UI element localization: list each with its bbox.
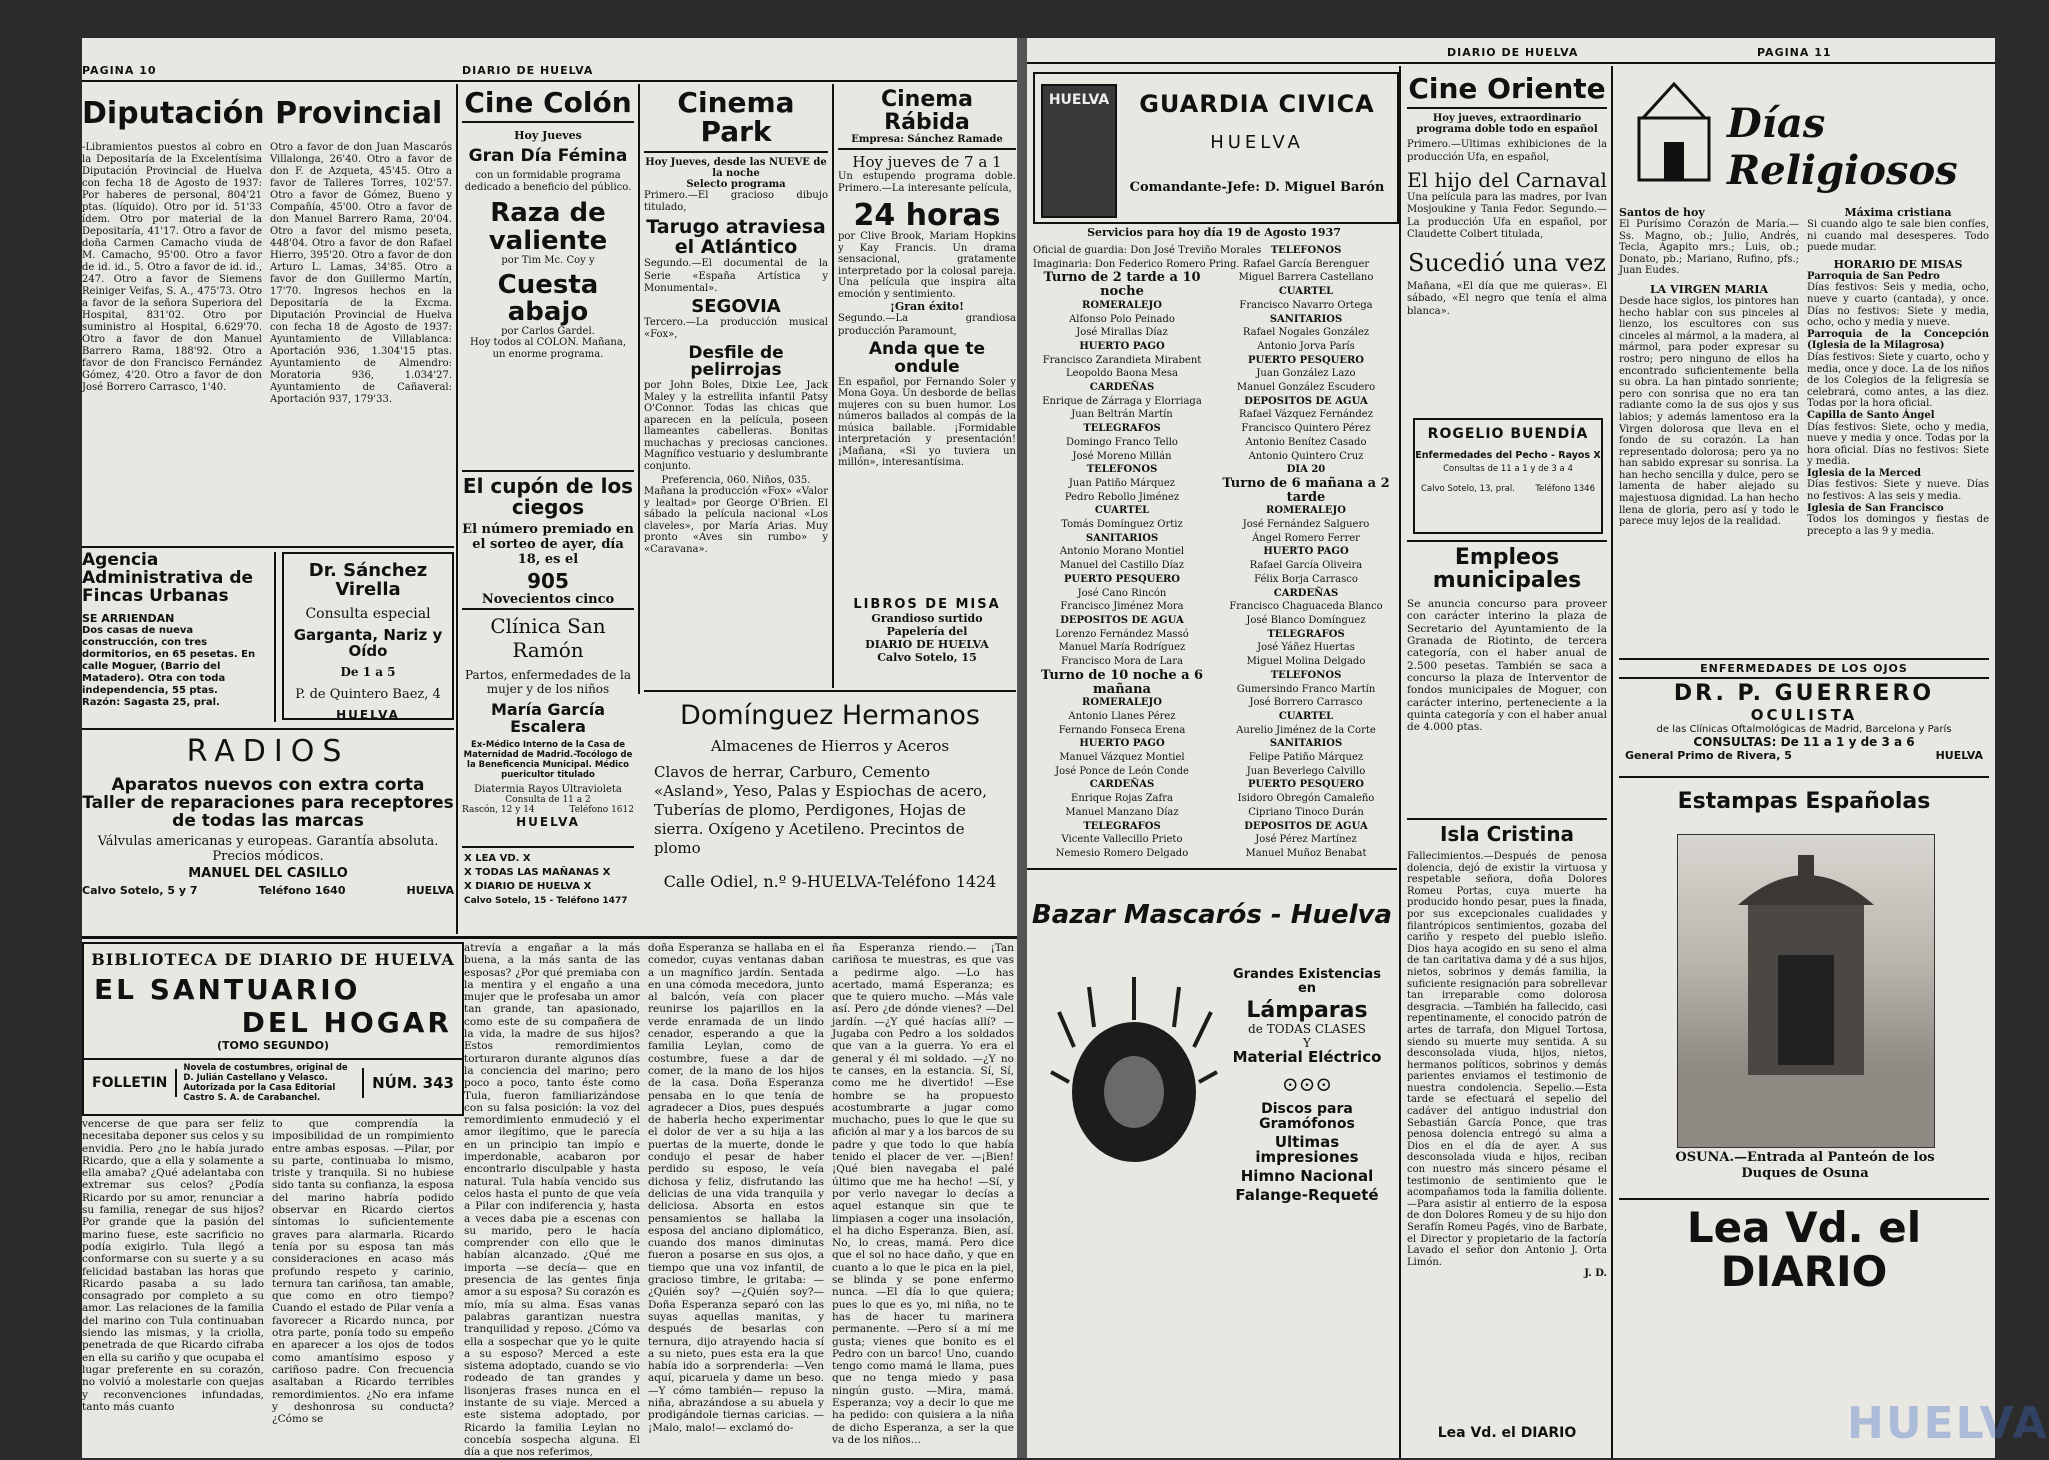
address: P. de Quintero Baez, 4 bbox=[295, 687, 441, 703]
servicio-col1-line: Manuel del Castillo Díaz bbox=[1059, 560, 1185, 572]
bazar-l1: Grandes Existencias en bbox=[1233, 967, 1381, 996]
oriente-p2: Una película para las madres, por Ivan Mosjoukine y Tania Fedor. Segundo.—La producción Ufa en español, por Claudette Colbert titulada, bbox=[1407, 191, 1607, 240]
cupon-number: 905 bbox=[527, 569, 569, 593]
servicio-col2-line: DIA 20 bbox=[1286, 464, 1326, 476]
servicio-col2-line: Antonio Jorva París bbox=[1257, 340, 1355, 352]
page-number: PAGINA 10 bbox=[82, 64, 157, 77]
specialty: Garganta, Nariz y Oído bbox=[293, 625, 443, 660]
servicio-col2-line: Ángel Romero Ferrer bbox=[1252, 532, 1360, 544]
bazar-list bbox=[1222, 968, 1392, 1204]
diputacion-col1: -Libramientos puestos al cobro en la Depositaría de la Excelentísima Diputación Provincial de Huelva con fecha 18 de Agosto de 1937: Por haberes de personal, 804'21 ptas. (líquido). Otro por id. 51'33 ídem. Otro por material de la Depositaría, 41'17. Otro a favor de doña Carmen Camacho viuda de M. Camacho, 95'00. Otro a favor de id. id., 5. Otro a favor de id. id., 247. Otro a favor de Siemens Reiniger Veifas, S. A., 475'73. Otro a favor de la señora Superiora del Hospital, 831'02. Otro por suministro al Hospital, 6.629'70. Otro a favor de don Manuel Barrero Rama, 188'92. Otro a favor de don Francisco Fernández Gómez, 4'20. Otro a favor de don José Borrero Carrasco, 1'40. bbox=[82, 142, 262, 393]
page-gutter bbox=[1017, 38, 1027, 1458]
bazar-l6: Discos para Gramófonos bbox=[1259, 1101, 1355, 1132]
servicio-col2-line: ROMERALEJO bbox=[1266, 505, 1346, 517]
servicio-col1-line: Antonio Morano Montiel bbox=[1059, 546, 1185, 558]
lea-footer: Calvo Sotelo, 15 - Teléfono 1477 bbox=[464, 896, 628, 906]
misa-line: Parroquia de San Pedro bbox=[1807, 270, 1940, 282]
misa-line: Días festivos: Siete y nueve. Días no festivos: A las seis y media. bbox=[1807, 479, 1989, 503]
agencia-body: Dos casas de nueva construcción, con tres dormitorios, en 65 pesetas. En calle Moguer, (Barrio del Matadero). Otra con toda independencia, 55 ptas. bbox=[82, 624, 256, 696]
dominguez-title: Domínguez Hermanos bbox=[680, 700, 980, 731]
servicio-col2-line: José Yáñez Huertas bbox=[1257, 642, 1355, 654]
osuna-panteon-photo bbox=[1677, 834, 1935, 1148]
clinica-desc: Ex-Médico Interno de la Casa de Maternidad de Madrid.-Tocólogo de la Beneficencia Municipal. Médico puericultor titulado bbox=[463, 739, 633, 780]
servicio-col2-line: SANITARIOS bbox=[1269, 313, 1343, 325]
guerrero-from: de las Clínicas Oftalmológicas de Madrid, Barcelona y París bbox=[1656, 724, 1952, 735]
cine-colon-title: Cine Colón bbox=[464, 86, 632, 119]
rabida-company: Empresa: Sánchez Ramade bbox=[851, 134, 1003, 146]
folletin-col1: vencerse de que para ser feliz necesitaba deponer sus celos y su envidia. Pero ¿no le había jurado Ricardo, que a ella y solamente a ella amaba? ¿Qué adelantaba con extremar sus celos? ¿Podía Ricardo por su amor, renunciar a su familia, renegar de sus hijos? Por grande que la pasión del marino fuese, este sacrificio no podía exigirlo. Tula llegó a conformarse con su suerte y a su felicidad bastaban las horas que Ricardo pasaba a su lado consagrado por completo a su amor. Las relaciones de la familia del marino con Tula continuaban siendo las mismas, y la criolla, penetrada de que Ricardo cifraba en ella su cariño y que ocupaba el lugar preferente en su corazón, no volvió a molestarle con quejas y reconvenciones infundadas, tanto más cuanto bbox=[82, 1118, 264, 1413]
servicio-col1-line: CARDEÑAS bbox=[1089, 779, 1155, 791]
city: HUELVA bbox=[336, 708, 400, 723]
maxima-heading: Máxima cristiana bbox=[1844, 206, 1952, 219]
servicio-col1-line: Leopoldo Baona Mesa bbox=[1066, 368, 1178, 380]
page-11 bbox=[1027, 38, 2049, 1458]
photo-caption: OSUNA.—Entrada al Panteón de los Duques de Osuna bbox=[1675, 1150, 1935, 1181]
servicio-col2-line: José Blanco Domínguez bbox=[1246, 614, 1366, 626]
guardia-title: GUARDIA CIVICA bbox=[1139, 90, 1375, 118]
libros-line1: Grandioso surtido bbox=[871, 611, 983, 625]
estampas-title: Estampas Españolas bbox=[1677, 789, 1931, 814]
cupon-ciegos bbox=[462, 476, 634, 606]
servicio-col2-line: Juan Beverlego Calvillo bbox=[1246, 765, 1366, 777]
misa-line: Todos los domingos y fiestas de precepto a las 9 y media. bbox=[1807, 514, 1989, 537]
servicio-col2-line: SANITARIOS bbox=[1269, 738, 1343, 750]
servicio-col1-line: ROMERALEJO bbox=[1082, 697, 1162, 709]
guardia-chief: Comandante-Jefe: D. Miguel Barón bbox=[1129, 180, 1385, 195]
buendia-spec: Enfermedades del Pecho - Rayos X bbox=[1415, 450, 1601, 461]
libros-line4: Calvo Sotelo, 15 bbox=[877, 650, 977, 664]
lamp-illustration bbox=[1049, 972, 1219, 1182]
servicio-col1-line: Pedro Rebollo Jiménez bbox=[1064, 491, 1180, 503]
guerrero-oculista-ad bbox=[1619, 662, 1989, 772]
servicio-col1-line: Turno de 10 noche a 6 mañana bbox=[1040, 667, 1204, 697]
misas-list bbox=[1807, 271, 1989, 538]
servicio-col1-line: Lorenzo Fernández Massó bbox=[1055, 628, 1189, 640]
libros-de-misa-ad bbox=[838, 598, 1016, 688]
dominguez-hermanos-ad bbox=[644, 696, 1016, 932]
servicio-col2-line: TELEGRAFOS bbox=[1267, 628, 1345, 640]
servicio-col1-line: CARDEÑAS bbox=[1089, 382, 1155, 394]
radios-line3: de todas las marcas bbox=[172, 810, 364, 831]
dias-title: Días Religiosos bbox=[1727, 100, 1958, 194]
misas-heading: HORARIO DE MISAS bbox=[1833, 257, 1963, 271]
dominguez-body: Clavos de herrar, Carburo, Cemento «Asland», Yeso, Palas y Espiochas de acero, Tuberías de plomo, Perdigones, Hojas de sierra. Oxígeno y Acetileno. Precintos de plomo bbox=[654, 763, 987, 857]
servicio-col2-line: José Borrero Carrasco bbox=[1249, 697, 1363, 709]
novel-title-1: EL SANTUARIO bbox=[94, 973, 361, 1006]
servicio-col1-line: Juan Beltrán Martín bbox=[1071, 409, 1173, 421]
maxima-body: Si cuando algo te sale bien confíes, ni cuando mal desesperes. Todo puede mudar. bbox=[1807, 219, 1989, 254]
novel-desc: Novela de costumbres, original de D. Julián Castellano y Velasco. Autorizada por la Casa Editorial Castro S. A. de Carabanchel. bbox=[183, 1063, 348, 1103]
diputacion-title: Diputación Provincial bbox=[82, 96, 443, 131]
clinica-city: HUELVA bbox=[516, 814, 580, 829]
servicio-col2-line: CARDEÑAS bbox=[1273, 587, 1339, 599]
misas-column bbox=[1807, 206, 1989, 656]
servicio-col2-line: TELEFONOS bbox=[1270, 669, 1342, 681]
isla-title: Isla Cristina bbox=[1439, 822, 1575, 846]
cine-colon-headline: Gran Día Fémina bbox=[468, 146, 628, 167]
servicio-col2-line: Francisco Navarro Ortega bbox=[1239, 299, 1373, 311]
clinica-services: Diatermia Rayos Ultravioleta bbox=[474, 783, 622, 795]
servicio-col1-line: Manuel Vázquez Montiel bbox=[1059, 752, 1185, 764]
lea-diario-small: Lea Vd. el DIARIO bbox=[1437, 1425, 1577, 1441]
oriente-p1: Primero.—Ultimas exhibiciones de la producción Ufa, en español, bbox=[1407, 139, 1607, 163]
libros-title: LIBROS DE MISA bbox=[853, 597, 1001, 612]
diputacion-col2: Otro a favor de don Juan Mascarós Villalonga, 26'40. Otro a favor de don F. de Azqueta, 45'45. Otro a favor de Talleres Torres, 102'57. Otro a favor de Gómez, Bueno y Compañía, 45'00. Otro a favor de don Manuel Barrero Rama, 20'04. Otro a favor del mismo peseta, 448'04. Otro a favor de don Rafael Hierro, 395'20. Otro a favor de don Arturo L. Lamas, 34'85. Otro a favor de don Guillermo Martín, 17'70. Ingresos hechos en la Depositaría de la Excma. Diputación Provincial de Huelva con fecha 18 de Agosto de 1937: Ayuntamiento de Villablanca: Aportación 936, 1.304'15 ptas. Ayuntamiento de Almendro: Moratoria 936, 1.034'27. Ayuntamiento de Cañaveral: Aportación 937, 179'33. bbox=[270, 142, 452, 405]
misa-line: Días festivos: Siete, ocho y media, nueve y media y once. Todas por la hora oficial. Días no festivos: Siete y media. bbox=[1807, 421, 1989, 468]
cine-colon-today: Hoy Jueves bbox=[514, 129, 582, 143]
church-icon bbox=[1629, 78, 1719, 188]
servicio-col1-line: Enrique de Zárraga y Elorriaga bbox=[1042, 395, 1202, 407]
clinica-line1: Partos, enfermedades de la mujer y de los niños bbox=[464, 668, 632, 696]
archive-watermark: HUELVA bbox=[1847, 1398, 2049, 1449]
servicio-col2-line: PUERTO PESQUERO bbox=[1247, 354, 1365, 366]
servicio-col2-line: Miguel Molina Delgado bbox=[1246, 656, 1366, 668]
misa-line: Parroquia de la Concepción (Iglesia de la Milagrosa) bbox=[1807, 328, 1989, 352]
page-10 bbox=[82, 38, 1017, 1458]
servicio-col2-line: Francisco Chaguaceda Blanco bbox=[1229, 601, 1383, 613]
servicio-col2-line: HUERTO PAGO bbox=[1263, 546, 1349, 558]
sanchez-virella-ad bbox=[282, 552, 454, 723]
servicio-col1-line: HUERTO PAGO bbox=[1079, 340, 1165, 352]
clinica-doctor: María García Escalera bbox=[490, 700, 606, 736]
clinica-san-ramon bbox=[462, 614, 634, 844]
film-anda-que-te-ondule: Anda que te ondule bbox=[868, 338, 986, 377]
servicio-col2-line: Manuel González Escudero bbox=[1236, 382, 1376, 394]
park-p3: Tercero.—La producción musical «Fox», bbox=[644, 317, 828, 341]
bazar-title: Bazar Mascarós - Huelva bbox=[1031, 900, 1393, 930]
servicio-col1-line: Francisco Jiménez Mora bbox=[1060, 601, 1184, 613]
servicio-col2-line: DEPOSITOS DE AGUA bbox=[1244, 395, 1368, 407]
santos-body: El Purísimo Corazón de María.—Ss. Magno, ob.; Julio, Andrés, Tecla, Agapito mrs.; Luis, ob.; Donato, pb.; Mariano, Rufino, pfs.; Juan Eudes. bbox=[1619, 219, 1799, 277]
servicio-col1-line: Tomás Domínguez Ortiz bbox=[1061, 519, 1183, 531]
servicio-col2-line: Aurelio Jiménez de la Corte bbox=[1236, 724, 1376, 736]
servicio-col1-line: Enrique Rojas Zafra bbox=[1071, 793, 1173, 805]
cinema-rabida-ad bbox=[838, 88, 1016, 608]
radios-line5: Precios módicos. bbox=[212, 848, 324, 864]
oriente-p3: Mañana, «El día que me quieras». El sábado, «El negro que tenía el alma blanca». bbox=[1407, 281, 1607, 317]
cine-colon-desc: con un formidable programa dedicado a beneficio del público. bbox=[464, 170, 632, 194]
buendia-name: ROGELIO BUENDÍA bbox=[1427, 426, 1589, 442]
servicio-col1-line: Manuel María Rodríguez bbox=[1058, 642, 1186, 654]
folletin-label: FOLLETIN bbox=[84, 1069, 177, 1097]
page-number: PAGINA 11 bbox=[1757, 46, 1832, 59]
servicio-col2-line: TELEFONOS bbox=[1270, 245, 1342, 256]
doctor-name: Dr. Sánchez Virella bbox=[308, 560, 428, 600]
film-segovia: SEGOVIA bbox=[691, 296, 781, 318]
cupon-body: El número premiado en el sorteo de ayer, día 18, es el bbox=[462, 522, 634, 567]
radios-title: RADIOS bbox=[186, 734, 350, 769]
folletin-col2: to que comprendía la imposibilidad de un rompimiento entre ambas esposas. —Pilar, por su parte, continuaba lo mismo, triste y tranquila. Si no hubiese sido tanta su confianza, la esposa del marino habría podido observar en Ricardo ciertos síntomas lo suficientemente graves para alarmarla. Ricardo tenía por su esposa tan más consideraciones en acaso más profundo respeto y carinio, ternura tan cariñosa, tan amable, que como en otro tiempo? Cuando el estado de Pilar venía a favorecer a Ricardo nunca, por otra parte, ponía todo su empeño en aparecer a los ojos de todos como amantísimo esposo y cariñoso padre. Con frecuencia asaltaban a Ricardo terribles remordimientos. ¿No era infame y deshonrosa su conducta? ¿Cómo se bbox=[272, 1118, 454, 1426]
servicio-col1-line: TELEGRAFOS bbox=[1083, 423, 1161, 435]
servicio-col2-line: Rafael García Berenguer bbox=[1242, 258, 1370, 270]
servicio-col2-line: Antonio Quintero Cruz bbox=[1248, 450, 1364, 462]
rabida-today: Hoy jueves de 7 a 1 bbox=[852, 153, 1002, 172]
misa-line: Días festivos: Seis y media, ocho, nueve y cuarto (cantada), y once. Días no festivos: Siete y media, ocho, ocho y media y nueve. bbox=[1807, 282, 1989, 329]
misa-line: Días festivos: Siete y cuarto, ocho y media, once y doce. La de los niños de los Colegios de la feligresía se celebrará, como antes, a las diez. Todas por la hora oficial. bbox=[1807, 351, 1989, 410]
rogelio-buendia-ad bbox=[1413, 418, 1603, 534]
servicio-col2-line: José Fernández Salguero bbox=[1242, 519, 1370, 531]
servicio-col2-line: Félix Borja Carrasco bbox=[1254, 573, 1358, 585]
radios-city: HUELVA bbox=[406, 883, 454, 897]
masthead: DIARIO DE HUELVA bbox=[1447, 46, 1579, 59]
empleos-municipales bbox=[1407, 546, 1607, 816]
cinema-rabida-title: Cinema Rábida bbox=[880, 87, 974, 136]
cupon-title: El cupón de los ciegos bbox=[462, 474, 634, 519]
servicio-col1-line: DEPOSITOS DE AGUA bbox=[1060, 614, 1184, 626]
servicios-col1 bbox=[1033, 244, 1262, 864]
biblioteca-line: BIBLIOTECA DE DIARIO DE HUELVA bbox=[91, 950, 455, 969]
servicio-col1-line: José Cano Rincón bbox=[1077, 587, 1167, 599]
servicio-col1-line: HUERTO PAGO bbox=[1079, 738, 1165, 750]
servicio-col2-line: Rafael Nogales González bbox=[1242, 327, 1370, 339]
folletin-col4: doña Esperanza se hallaba en el comedor, cuyas ventanas daban a un magnífico jardín. Sentada en una cómoda mecedora, junto al balcón, veía con placer reunirse los pajarillos en la verde enramada de un lindo cenador, esperando a que la familia Leylan, como de costumbre, fuese a dar de comer, de la mano de los hijos de la casa. Doña Esperanza pensaba en lo que tenía de agradecer a Dios, pues después de haberla hecho experimentar el dolor de ver a su hija a las puertas de la muerte, donde le condujo el pesar de haber perdido su esposo, le veía dichosa y feliz, disfrutando las delicias de una vida tranquila y deliciosa. Absorta en estos pensamientos se hallaba la esposa del anciano diplomático, cuando dos manos diminutas fueron a posarse en sus ojos, a tiempo que una voz infantil, de gracioso timbre, le gritaba: —¿Quién soy? —¿Quién soy?— Doña Esperanza separó con las suyas aquellas manitas, y después de besarlas con ternura, dijo atrayendo hacia sí a su nieto, pues esta era la que había ido a sorprenderla: —Ven aquí, picaruela y dame un beso. —Y cómo también— repuso la niña, abrazándose a su abuela y prodigándole tiernas caricias. —¡Malo, malo!— exclamó do- bbox=[648, 942, 824, 1434]
lea-diario-big: Lea Vd. el DIARIO bbox=[1686, 1203, 1922, 1297]
servicio-col1-line: Domingo Franco Tello bbox=[1066, 436, 1178, 448]
clinica-phone: Teléfono 1612 bbox=[569, 804, 634, 815]
film-24-horas: 24 horas bbox=[853, 197, 1001, 233]
rabida-p1: Un estupendo programa doble. Primero.—La interesante película, bbox=[838, 171, 1016, 195]
guerrero-header: ENFERMEDADES DE LOS OJOS bbox=[1619, 662, 1989, 679]
film-cuesta-abajo: Cuesta abajo bbox=[497, 269, 599, 328]
servicio-col1-line: CUARTEL bbox=[1094, 505, 1150, 517]
film-raza-de-valiente: Raza de valiente bbox=[488, 198, 608, 256]
rabida-p2: por Clive Brook, Mariam Hopkins y Kay Francis. Un drama sensacional, gratamente interpretado por la colosal pareja. Una película que inspira alta emoción y sentimiento. bbox=[838, 231, 1016, 300]
servicio-col2-line: Gumersindo Franco Martín bbox=[1236, 683, 1376, 695]
rabida-p4: En español, por Fernando Soler y Mona Goya. Un desborde de bellas mujeres con su buen humor. Los números bailados al compás de la música bailable. ¡Formidable interpretación y presentación! ¡Mañana, «Si yo tuviera un millón», interesantísima. bbox=[838, 376, 1016, 469]
dias-religiosos-header bbox=[1619, 72, 1989, 202]
radios-owner: MANUEL DEL CASILLO bbox=[188, 865, 348, 881]
bazar-l8: Himno Nacional bbox=[1240, 1167, 1374, 1185]
installment-number: NÚM. 343 bbox=[362, 1068, 462, 1098]
bazar-l7: Ultimas impresiones bbox=[1255, 1132, 1359, 1167]
park-p1: Primero.—El gracioso dibujo titulado, bbox=[644, 189, 828, 214]
servicio-col2-line: Isidoro Obregón Camaleño bbox=[1237, 793, 1375, 805]
cine-oriente-title: Cine Oriente bbox=[1408, 72, 1606, 105]
ornament-icon: ⊙⊙⊙ bbox=[1281, 1072, 1333, 1097]
servicio-col1-line: Vicente Vallecillo Prieto bbox=[1061, 834, 1183, 846]
radios-phone: Teléfono 1640 bbox=[258, 883, 346, 897]
bazar-l2: Lámparas bbox=[1246, 998, 1368, 1024]
isla-cristina-news bbox=[1407, 824, 1607, 1414]
virgen-heading: LA VIRGEN MARIA bbox=[1649, 282, 1769, 296]
guerrero-hours: CONSULTAS: De 11 a 1 y de 3 a 6 bbox=[1693, 735, 1915, 749]
cine-colon-by1: por Tim Mc. Coy y bbox=[501, 254, 595, 266]
bazar-l5: Material Eléctrico bbox=[1232, 1048, 1382, 1067]
servicio-col1-line: Fernando Fonseca Erena bbox=[1058, 724, 1186, 736]
lea-vd-box bbox=[464, 852, 634, 932]
buendia-hours: Consultas de 11 a 1 y de 3 a 4 bbox=[1443, 464, 1573, 474]
servicio-col2-line: Miguel Barrera Castellano bbox=[1238, 272, 1374, 284]
servicio-col1-line: TELEFONOS bbox=[1086, 464, 1158, 476]
agencia-address: Razón: Sagasta 25, pral. bbox=[82, 696, 220, 708]
hours: De 1 a 5 bbox=[340, 665, 396, 680]
guerrero-address: General Primo de Rivera, 5 bbox=[1625, 749, 1792, 762]
park-today: Hoy Jueves, desde las NUEVE de la noche bbox=[645, 156, 827, 179]
consulta-label: Consulta especial bbox=[305, 605, 431, 622]
agencia-ad bbox=[82, 552, 270, 722]
oriente-today: Hoy jueves, extraordinario programa doble todo en español bbox=[1416, 113, 1598, 136]
clinica-address: Rascón, 12 y 14 bbox=[462, 804, 535, 815]
santos-heading: Santos de hoy bbox=[1619, 206, 1705, 219]
servicio-col2-line: Manuel Muñoz Benabat bbox=[1245, 847, 1367, 859]
park-p4: por John Boles, Dixie Lee, Jack Maley y la estrellita infantil Patsy O'Connor. Todas las chicas que aparecen en la película, poseen llameantes cabelleras. Bonitas muchachas y preciosas canciones. Magnífico vestuario y deslumbrante conjunto. bbox=[644, 380, 828, 472]
cupon-words: Novecientos cinco bbox=[481, 592, 615, 607]
park-p2: Segundo.—El documental de la Serie «España Artística y Monumental». bbox=[644, 258, 828, 294]
servicio-col2-line: Felipe Patiño Márquez bbox=[1248, 752, 1364, 764]
agencia-title: Agencia Administrativa de Fincas Urbanas bbox=[82, 550, 254, 606]
servicio-col2-line: Antonio Benítez Casado bbox=[1245, 436, 1367, 448]
bazar-mascaros-ad bbox=[1027, 872, 1397, 1458]
servicio-col1-line: José Mirallas Díaz bbox=[1076, 327, 1168, 339]
lea-line3: X DIARIO DE HUELVA X bbox=[464, 881, 592, 892]
servicio-col2-line: Juan González Lazo bbox=[1256, 368, 1356, 380]
novel-title-2: DEL HOGAR bbox=[241, 1006, 452, 1039]
dominguez-address: Calle Odiel, n.º 9-HUELVA-Teléfono 1424 bbox=[663, 872, 997, 891]
clinica-title: Clínica San Ramón bbox=[490, 614, 606, 662]
virgen-body: Desde hace siglos, los pintores han hecho hablar con sus pinceles al lienzo, los escultores con sus cinceles al mármol, a la madera, al mármol, para poder expresar su rostro; pero ninguno de ellos ha encontrado suficientemente bella su obra. La han pintado sonriente; pero con sonrisa que no era tan radiante como la de sus ojos y sus labios; y además lamentoso era la Virgen dolorosa que lleva en el fondo de su corazón. La han representado dolorosa; pero ya no han sabido expresar su sonrisa. La han hecho sencilla y dulce, pero se lamenta de haber alejado su majestuosa dignidad. La han hecho llena de gloria, pero así y todo le parece muy lejos de la realidad. bbox=[1619, 295, 1799, 528]
bazar-l3: de TODAS CLASES bbox=[1248, 1022, 1366, 1037]
servicio-col2-line: Cipriano Tinoco Durán bbox=[1248, 806, 1364, 818]
cinema-park-ad bbox=[644, 88, 828, 638]
cine-colon-ad bbox=[462, 88, 634, 468]
servicio-col2-line: CUARTEL bbox=[1278, 286, 1334, 298]
rabida-p3: Segundo.—La grandiosa producción Paramount, bbox=[838, 313, 1016, 337]
huelva-seal: HUELVA bbox=[1041, 84, 1117, 218]
cine-colon-more: Hoy todos al COLON. Mañana, un enorme programa. bbox=[469, 337, 627, 361]
servicio-col1-line: Francisco Mora de Lara bbox=[1061, 656, 1183, 668]
servicio-col1-line: PUERTO PESQUERO bbox=[1063, 573, 1181, 585]
servicio-col1-line: SANITARIOS bbox=[1085, 532, 1159, 544]
servicio-col2-line: CUARTEL bbox=[1278, 710, 1334, 722]
servicio-col1-line: Alfonso Polo Peinado bbox=[1069, 313, 1175, 325]
servicio-col1-line: Imaginaria: Don Federico Romero Pring. bbox=[1033, 258, 1240, 270]
isla-body: Fallecimientos.—Después de penosa dolencia, dejó de existir la virtuosa y respetable señora, doña Dolores Romeu Portas, cuya muerte ha producido hondo pesar, pues la finada, por sus excepcionales cualidades y filantrópicos sentimientos, gozaba del cariño y respeto del pueblo isleño. Dios haya acogido en su seno el alma de tan caritativa dama y dé a sus hijos, nietos, sobrinos y demás familia, la suficiente resignación para sobrellevar tan irreparable como dolorosa desgracia. —También ha fallecido, casi repentinamente, el conocido patrón de artes de tarrafa, don Miguel Tortosa, siendo su muerte muy sentida. A su desconsolada viuda, hijos, nietos, hermanos políticos, sobrinos y demás parientes enviamos el testimonio de nuestra condolencia. Sepelio.—Esta tarde se efectuará el sepelio del cadáver del antiguo industrial don Sebastián García Ponce, que tras penosa dolencia entregó su alma a Dios en el día de ayer. A sus desconsolada viuda e hijos, reciban con nuestro más sincero pésame el testimonio de sentimiento que le acompañamos toda la familia doliente. —Para asistir al entierro de la esposa de don Dolores Romeu y de su hijo don Serafín Romeu Pagés, vino de Barbate, el Director y propietario de la factoría Lavado el señor don Antonio J. Orta Limón. bbox=[1407, 851, 1607, 1268]
guerrero-city: HUELVA bbox=[1935, 749, 1983, 762]
lea-line1: X LEA VD. X bbox=[464, 853, 531, 864]
buendia-address: Calvo Sotelo, 13, pral. bbox=[1421, 484, 1515, 494]
guardia-civica-header bbox=[1033, 72, 1399, 224]
radios-line2: Taller de reparaciones para receptores bbox=[82, 792, 454, 813]
guardia-city: HUELVA bbox=[1210, 132, 1304, 153]
servicio-col1-line: TELEGRAFOS bbox=[1083, 820, 1161, 832]
misa-line: Iglesia de San Francisco bbox=[1807, 502, 1944, 514]
bazar-l9: Falange-Requeté bbox=[1235, 1185, 1379, 1204]
servicio-col1-line: Turno de 2 tarde a 10 noche bbox=[1043, 270, 1201, 300]
servicio-col2-line: PUERTO PESQUERO bbox=[1247, 779, 1365, 791]
cine-colon-by2: por Carlos Gardel. bbox=[501, 326, 595, 338]
rabida-success: ¡Gran éxito! bbox=[890, 300, 964, 314]
agencia-lead: SE ARRIENDAN bbox=[82, 611, 175, 625]
film-desfile: Desfile de pelirrojas bbox=[688, 342, 784, 381]
servicio-col1-line: Manuel Manzano Díaz bbox=[1065, 806, 1179, 818]
servicio-col2-line: Rafael Vázquez Fernández bbox=[1239, 409, 1373, 421]
cinema-park-title: Cinema Park bbox=[677, 86, 795, 149]
servicio-col1-line: José Moreno Millán bbox=[1072, 450, 1172, 462]
santos-column bbox=[1619, 206, 1799, 656]
clinica-hours: Consulta de 11 a 2 bbox=[505, 794, 591, 805]
masthead: DIARIO DE HUELVA bbox=[462, 64, 594, 77]
servicio-col2-line: Turno de 6 mañana a 2 tarde bbox=[1222, 475, 1390, 505]
servicio-col2-line: DEPOSITOS DE AGUA bbox=[1244, 820, 1368, 832]
folletin-header bbox=[82, 942, 464, 1116]
servicios-col2 bbox=[1217, 244, 1395, 864]
empleos-title: Empleos municipales bbox=[1432, 545, 1582, 594]
radios-line4: Válvulas americanas y europeas. Garantía absoluta. bbox=[97, 833, 439, 849]
misa-line: Iglesia de la Merced bbox=[1807, 467, 1921, 479]
film-sucedio-una-vez: Sucedió una vez bbox=[1408, 249, 1606, 278]
servicio-col1-line: José Ponce de León Conde bbox=[1055, 765, 1189, 777]
servicio-col1-line: Oficial de guardia: Don José Treviño Morales bbox=[1033, 245, 1262, 256]
servicio-col1-line: Francisco Zarandieta Mirabent bbox=[1042, 354, 1202, 366]
radios-line1: Aparatos nuevos con extra corta bbox=[111, 775, 425, 795]
servicio-col2-line: Francisco Quintero Pérez bbox=[1241, 423, 1371, 435]
park-sel: Selecto programa bbox=[686, 178, 786, 190]
servicio-col1-line: Nemesio Romero Delgado bbox=[1055, 847, 1189, 859]
guerrero-name: DR. P. GUERRERO bbox=[1673, 681, 1935, 706]
buendia-phone: Teléfono 1346 bbox=[1535, 484, 1595, 494]
servicio-col1-line: Antonio Llanes Pérez bbox=[1068, 710, 1176, 722]
misa-line: Capilla de Santo Ángel bbox=[1807, 409, 1935, 421]
folletin-col5: ña Esperanza riendo.— ¡Tan cariñosa te muestras, es que vas a pedirme algo. —Lo has acertado, mamá Esperanza; es que te quiero mucho. —Más vale así. Pero ¿de dónde vienes? —Del jardín. —¿Y qué hacías allí? —Jugaba con Pedro a los soldados que van a la guerra. Yo era el general y él mi soldado. —¿Y no te canses, en la estancia. Sí, Sí, como me he divertido! —Ese hombre se ha propuesto acostumbrarte a jugar como muchacho, pues lo que le que su afición al mar y a los barcos de su padre y que todo lo que había tenido el placer de ver. —¡Bien! ¡Qué bien navegaba el palé último que me ha hecho! —Sí, y por verlo navegar lo decías a aquel estanque sin que te limpiasen a coger una insolación, el ha dicho Esperanza. Bien, así. No, lo creas, mamá. Pero dice que el sol no hace daño, y que en cuanto a lo que le pica en la piel, se blinda y se pone enfermo nunca. —El día lo que quiera; pues lo que es yo, mi niña, no te has de hacer tu marinera permanente. —Pero sí a mí me gusta; vienes que bonito es el Pedro con un barco! Uno, cuando tengo como mamá le llama, pues que no tenga miedo y pasa ningún gusto. —Mira, mamá. Esperanza; voy a decir lo que me ha pedido: con quisiera a la niña de dicho Esperanza, a ser la que va de los niños... bbox=[832, 942, 1014, 1446]
radios-ad bbox=[82, 734, 454, 934]
park-prices: Preferencia, 060. Niños, 035. bbox=[661, 475, 811, 487]
servicios-header: Servicios para hoy día 19 de Agosto 1937 bbox=[1087, 226, 1341, 239]
bazar-l4: Y bbox=[1303, 1036, 1311, 1051]
film-tarugo: Tarugo atraviesa el Atlántico bbox=[646, 216, 826, 259]
servicio-col1-line: ROMERALEJO bbox=[1082, 299, 1162, 311]
empleos-body: Se anuncia concurso para proveer con carácter interino la plaza de Secretario del Ayuntamiento de la Granada de Riotinto, de tercera categoría, con el haber anual de 2.500 pesetas. También se saca a concurso la plaza de Interventor de fondos municipales de Moguer, con carácter interino, perteneciente a la quinta categoría y con el haber anual de 4.000 ptas. bbox=[1407, 598, 1607, 734]
folletin-col3: atrevía a engañar a la más buena, a la más santa de las esposas? ¿Por qué premiaba con la mentira y el engaño a una mujer que le profesaba un amor tan grande, tan apasionado, como este de su compañera de la vida, la madre de sus hijos? Estos remordimientos torturaron durante algunos días la conciencia del marino; pero poco a poco, tanto éste como Tula, fueron familiarizándose con su falsa posición: la voz del remordimiento enmudeció y el amor ilegítimo, que le parecía en un principio tan impío e imperdonable, acabaron por encontrarlo disculpable y hasta natural. Tula había vencido sus celos hasta el punto de que veía a Pilar con indiferencia y, hasta a veces daba pie a escenas con su marido, pero le hacía comprender con ello que le habían alcanzado. ¿Qué me importa —se decía— que en presencia de las gentes finja amor a su esposa? Su corazón es mío, mía su alma. Esas vanas palabras garantizan nuestra tranquilidad y reposo. ¿Cómo va ella a sospechar que yo le quite a su esposo? Merced a este sistema adoptado, cuando se vio rodeado de tan grandes y lisonjeras frases nunca en el instante de su viaje. Merced a este sistema adoptado, por Ricardo la familia Leylan no concebía sospecha alguna. El día a que nos referimos, bbox=[464, 942, 640, 1459]
servicio-col2-line: Rafael García Oliveira bbox=[1249, 560, 1363, 572]
radios-address: Calvo Sotelo, 5 y 7 bbox=[82, 883, 198, 897]
isla-sign: J. D. bbox=[1584, 1268, 1607, 1280]
libros-line2: Papelería del bbox=[886, 624, 968, 638]
servicio-col2-line: José Pérez Martínez bbox=[1255, 834, 1357, 846]
park-p5: Mañana la producción «Fox» «Valor y lealtad» por George O'Brien. El sábado la película nacional «Los claveles», por María Arias. Muy pronto «Aves sin rumbo» y «Caravana». bbox=[644, 486, 828, 555]
novel-volume: (TOMO SEGUNDO) bbox=[216, 1039, 330, 1052]
guerrero-title: OCULISTA bbox=[1750, 706, 1858, 724]
dominguez-sub: Almacenes de Hierros y Aceros bbox=[710, 737, 950, 755]
film-hijo-del-carnaval: El hijo del Carnaval bbox=[1407, 167, 1607, 192]
servicio-col1-line: Juan Patiño Márquez bbox=[1068, 477, 1176, 489]
libros-line3: DIARIO DE HUELVA bbox=[865, 637, 989, 651]
lea-line2: X TODAS LAS MAÑANAS X bbox=[464, 867, 611, 878]
